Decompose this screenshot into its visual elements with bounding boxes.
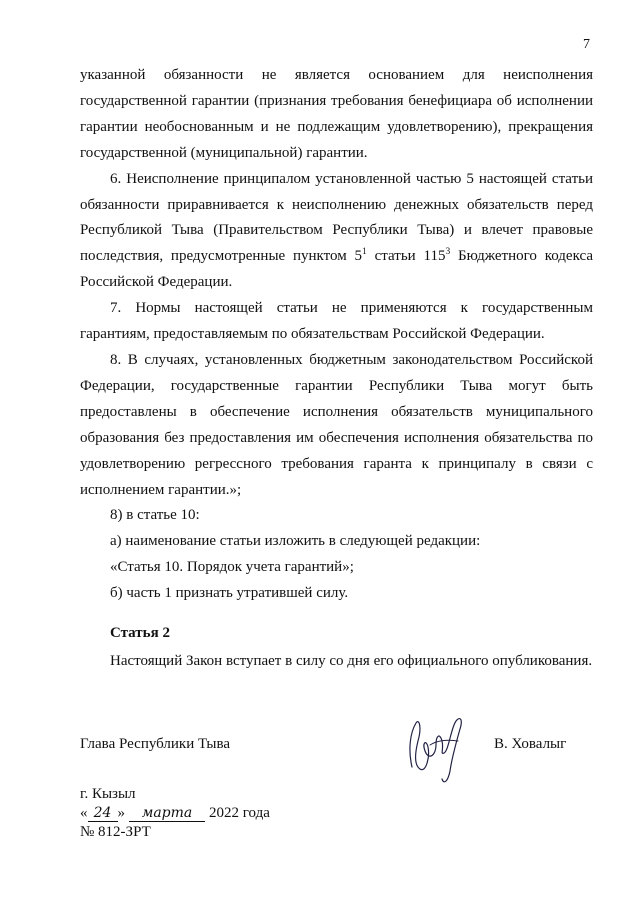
list-item-a: а) наименование статьи изложить в следующей редакции:	[110, 533, 481, 550]
date-day: 24	[88, 805, 118, 822]
date-year: 2022 года	[209, 805, 270, 821]
paragraph-7: 7. Нормы настоящей статьи не применяются к государственным гарантиям, предоставляемым по обязательствам Российской Федерации.	[80, 300, 593, 343]
list-item-b: б) часть 1 признать утратившей силу.	[110, 585, 349, 602]
signing-date: « 24 » марта 2022 года	[80, 805, 270, 821]
page-number: 7	[583, 37, 590, 52]
document-body	[80, 63, 593, 607]
list-item-8: 8) в статье 10:	[110, 507, 200, 524]
handwritten-signature	[400, 705, 470, 790]
article-2-text: Настоящий Закон вступает в силу со дня его официального опубликования.	[110, 653, 593, 669]
place-of-signing: г. Кызыл	[80, 786, 136, 802]
signatory-name: В. Ховалыг	[494, 736, 567, 752]
signatory-title: Глава Республики Тыва	[80, 736, 231, 752]
law-number: № 812-ЗРТ	[80, 824, 151, 840]
article-2-heading: Статья 2	[110, 625, 170, 641]
paragraph-6: 6. Неисполнение принципалом установленной частью 5 настоящей статьи обязанности приравнивается к неисполнению денежных обязательств перед Республикой Тыва (Правительством Республики Тыва) и влечет правовые последствия, предусмотренные пунктом $5^1$ статьи $115^3$ Бюджетного кодекса Российской Федерации.	[80, 170, 594, 291]
list-item-quote: «Статья 10. Порядок учета гарантий»;	[110, 559, 354, 576]
paragraph-continuation: указанной обязанности не является основанием для неисполнения государственной гарантии (признания требования бенефициара об исполнении гарантии необоснованным и не подлежащим удовлетворению), прекращения государственной (муниципальной) гарантии.	[80, 67, 593, 161]
paragraph-8: 8. В случаях, установленных бюджетным законодательством Российской Федерации, государственные гарантии Республики Тыва могут быть предоставлены в обеспечение исполнения обязательств муниципального образования без предоставления им обеспечения исполнения обязательства по удовлетворению регрессного требования гаранта к принципалу в связи с исполнением гарантии.»;	[80, 351, 593, 498]
date-month: марта	[129, 805, 205, 822]
